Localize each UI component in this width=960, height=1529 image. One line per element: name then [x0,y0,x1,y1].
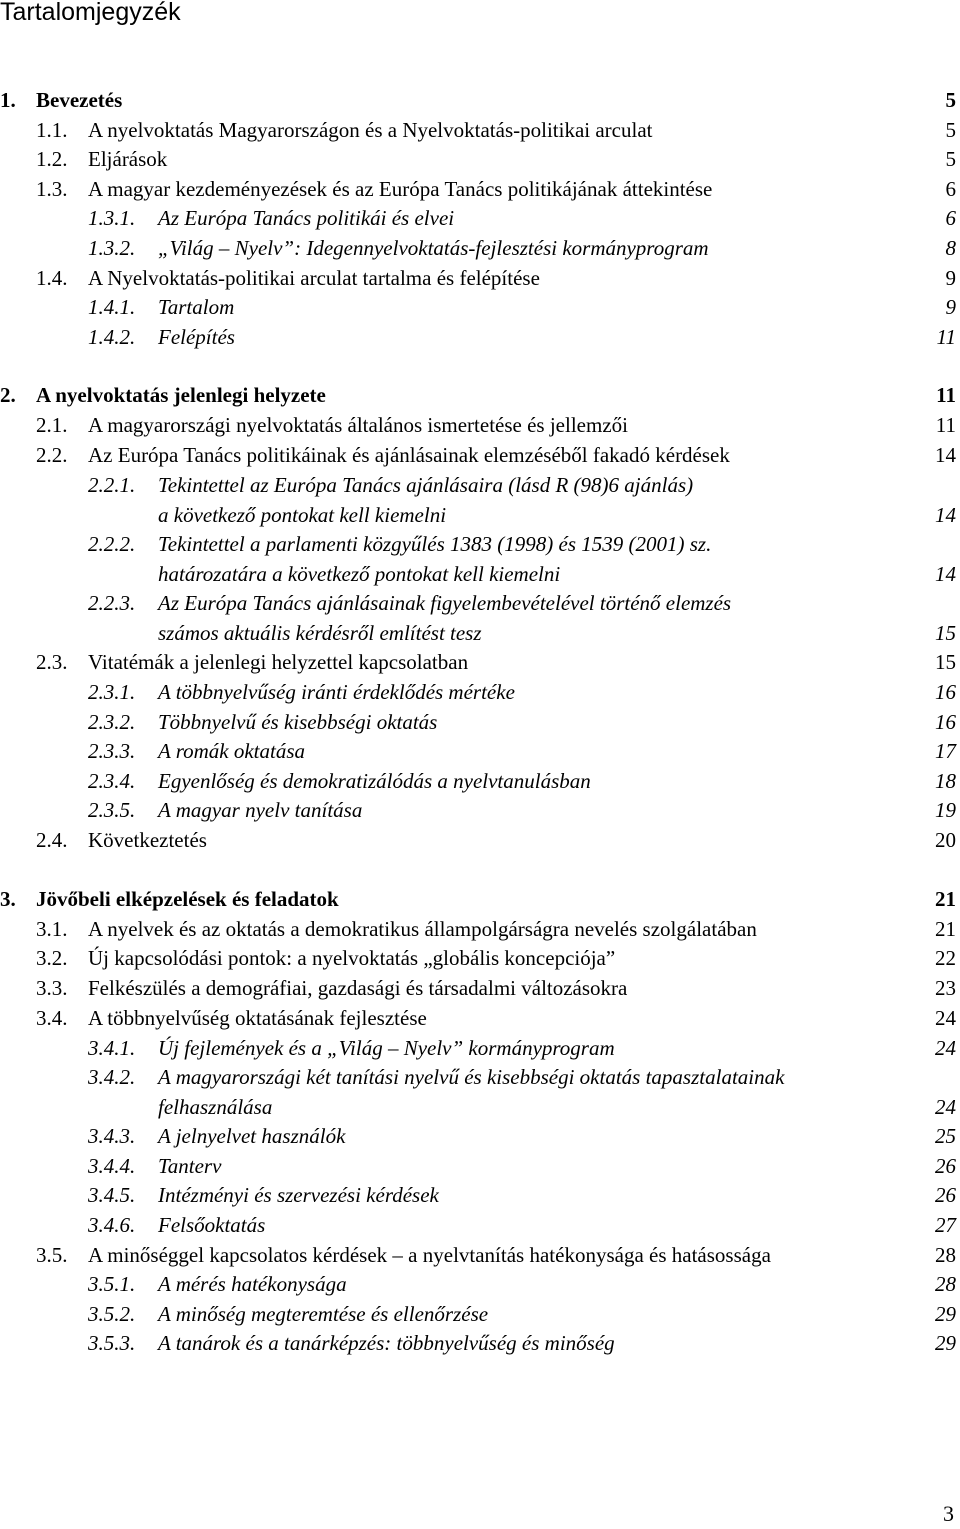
toc-entry[interactable] [0,1211,956,1239]
toc-page: 19 [935,798,956,822]
toc-title: A magyar nyelv tanítása [158,798,363,822]
toc-entry[interactable] [0,530,956,558]
toc-title: A Nyelvoktatás-politikai arculat tartalma és felépítése [88,266,540,290]
toc-entry[interactable] [0,1241,956,1269]
toc-number: 3.5.1. [88,1272,136,1296]
toc-page: 16 [935,680,956,704]
toc-page: 25 [935,1124,956,1148]
toc-number: 1.3.1. [88,206,136,230]
toc-number: 2.2.1. [88,473,136,497]
toc-title-continuation: határozatára a következő pontokat kell kiemelni [158,562,561,586]
toc-entry[interactable] [0,1063,956,1091]
toc-title: Eljárások [88,147,168,171]
toc-title: A mérés hatékonysága [158,1272,347,1296]
toc-page: 16 [935,710,956,734]
toc-number: 2.2.3. [88,591,136,615]
toc-title: Felkészülés a demográfiai, gazdasági és társadalmi változásokra [88,976,628,1000]
toc-entry[interactable] [0,264,956,292]
toc-entry[interactable] [0,471,956,499]
toc-page: 5 [945,88,956,112]
toc-page: 14 [935,503,956,527]
toc-page: 15 [935,650,956,674]
toc-number: 2.3.1. [88,680,136,704]
toc-page: 5 [945,147,956,171]
toc-entry[interactable] [0,116,956,144]
toc-number: 1.2. [36,147,68,171]
toc-number: 3.2. [36,946,68,970]
toc-entry[interactable] [0,796,956,824]
toc-page: 23 [935,976,956,1000]
toc-entry[interactable] [0,1152,956,1180]
toc-title: Többnyelvű és kisebbségi oktatás [158,710,438,734]
toc-title: A nyelvoktatás Magyarországon és a Nyelvoktatás-politikai arculat [88,118,653,142]
toc-title: Új fejlemények és a „Világ – Nyelv” kormányprogram [158,1036,615,1060]
toc-number: 3.5.2. [88,1302,136,1326]
toc-page: 29 [935,1331,956,1355]
toc-number: 2.3.2. [88,710,136,734]
toc-title: A magyarországi nyelvoktatás általános ismertetése és jellemzői [88,413,628,437]
toc-page: 5 [945,118,956,142]
toc-entry[interactable] [0,648,956,676]
toc-page: 24 [935,1006,956,1030]
toc-number: 3.4.2. [88,1065,136,1089]
toc-page: 9 [945,295,956,319]
toc-page: 22 [935,946,956,970]
toc-number: 2. [0,383,16,407]
toc-entry-continuation[interactable] [0,1093,956,1121]
toc-title: Az Európa Tanács politikái és elvei [158,206,455,230]
toc-page: 28 [935,1272,956,1296]
toc-title: A tanárok és a tanárképzés: többnyelvűség és minőség [158,1331,615,1355]
toc-page: 14 [935,443,956,467]
toc-title: Felsőoktatás [158,1213,266,1237]
toc-entry[interactable] [0,589,956,617]
toc-title: Az Európa Tanács politikáinak és ajánlásainak elemzéséből fakadó kérdések [88,443,730,467]
toc-entry[interactable] [0,145,956,173]
toc-title: A magyarországi két tanítási nyelvű és kisebbségi oktatás tapasztalatainak [158,1065,785,1089]
toc-entry[interactable] [0,974,956,1002]
toc-entry[interactable] [0,1300,956,1328]
toc-page: 21 [935,887,956,911]
toc-entry-continuation[interactable] [0,619,956,647]
toc-title: Tartalom [158,295,235,319]
toc-number: 3.5.3. [88,1331,136,1355]
toc-title: A többnyelvűség iránti érdeklődés mértéke [158,680,515,704]
toc-number: 1.3.2. [88,236,136,260]
toc-number: 3.4.6. [88,1213,136,1237]
toc-page: 26 [935,1154,956,1178]
toc-page: 14 [935,562,956,586]
toc-entry[interactable] [0,737,956,765]
toc-title: Tekintettel az Európa Tanács ajánlásaira (lásd R (98)6 ajánlás) [158,473,694,497]
toc-number: 2.1. [36,413,68,437]
toc-entry[interactable] [0,1034,956,1062]
toc-entry-continuation[interactable] [0,560,956,588]
toc-number: 3.3. [36,976,68,1000]
toc-number: 2.3.4. [88,769,136,793]
toc-entry-continuation[interactable] [0,501,956,529]
toc-title: Az Európa Tanács ajánlásainak figyelembevételével történő elemzés [158,591,732,615]
toc-entry[interactable] [0,323,956,351]
toc-title-continuation: a következő pontokat kell kiemelni [158,503,447,527]
toc-entry[interactable] [0,1122,956,1150]
toc-entry[interactable] [0,915,956,943]
toc-number: 2.3.3. [88,739,136,763]
toc-entry[interactable] [0,1004,956,1032]
toc-title: A magyar kezdeményezések és az Európa Tanács politikájának áttekintése [88,177,713,201]
toc-page: 8 [945,236,956,260]
toc-entry[interactable] [0,381,956,409]
page-title: Tartalomjegyzék [0,0,181,26]
toc-title: A minőséggel kapcsolatos kérdések – a nyelvtanítás hatékonysága és hatásossága [88,1243,771,1267]
toc-title: Új kapcsolódási pontok: a nyelvoktatás „globális koncepciója” [88,946,616,970]
toc-entry[interactable] [0,175,956,203]
toc-page: 20 [935,828,956,852]
toc-page: 17 [935,739,956,763]
toc-page: 26 [935,1183,956,1207]
toc-number: 3.4.3. [88,1124,136,1148]
toc-number: 2.3.5. [88,798,136,822]
toc-title: A minőség megteremtése és ellenőrzése [158,1302,489,1326]
toc-entry[interactable] [0,441,956,469]
toc-title: A jelnyelvet használók [158,1124,346,1148]
page-number: 3 [943,1501,954,1526]
toc-page: 27 [935,1213,956,1237]
toc-number: 3.5. [36,1243,68,1267]
toc-entry[interactable] [0,411,956,439]
toc-title: A nyelvoktatás jelenlegi helyzete [36,383,326,407]
toc-page: 11 [936,383,956,407]
toc-number: 1.4.1. [88,295,136,319]
toc-entry[interactable] [0,708,956,736]
toc-title: A nyelvek és az oktatás a demokratikus állampolgárságra nevelés szolgálatában [88,917,757,941]
toc-title: Következtetés [88,828,207,852]
toc-title: Vitatémák a jelenlegi helyzettel kapcsolatban [88,650,469,674]
toc-title: Egyenlőség és demokratizálódás a nyelvtanulásban [158,769,591,793]
toc-title-continuation: számos aktuális kérdésről említést tesz [158,621,482,645]
toc-entry[interactable] [0,767,956,795]
toc-page: 21 [935,917,956,941]
toc-number: 1.4.2. [88,325,136,349]
toc-entry[interactable] [0,1329,956,1357]
toc-number: 3.4.1. [88,1036,136,1060]
toc-title: Jövőbeli elképzelések és feladatok [36,887,339,911]
toc-page: 11 [936,325,956,349]
toc-title: Bevezetés [36,88,123,112]
toc-number: 3.1. [36,917,68,941]
toc-number: 1.4. [36,266,68,290]
toc-number: 2.4. [36,828,68,852]
toc-number: 2.2.2. [88,532,136,556]
toc-number: 2.3. [36,650,68,674]
toc-entry[interactable] [0,826,956,854]
toc-number: 3. [0,887,16,911]
toc-title: A romák oktatása [158,739,305,763]
toc-page: 29 [935,1302,956,1326]
toc-entry[interactable] [0,293,956,321]
toc-page: 24 [935,1095,956,1119]
toc-number: 3.4.4. [88,1154,136,1178]
toc-number: 2.2. [36,443,68,467]
toc-number: 1.3. [36,177,68,201]
toc-entry[interactable] [0,885,956,913]
toc-entry[interactable] [0,678,956,706]
toc-page: 6 [945,177,956,201]
toc-page: 24 [935,1036,956,1060]
toc-page: 9 [945,266,956,290]
toc-title: A többnyelvűség oktatásának fejlesztése [88,1006,427,1030]
toc-page: 15 [935,621,956,645]
toc-entry[interactable] [0,944,956,972]
toc-title: „Világ – Nyelv”: Idegennyelvoktatás-fejlesztési kormányprogram [158,236,709,260]
toc-number: 1. [0,88,16,112]
toc-number: 3.4. [36,1006,68,1030]
toc-title: Tanterv [158,1154,222,1178]
toc-entry[interactable] [0,1270,956,1298]
toc-entry[interactable] [0,204,956,232]
toc-entry[interactable] [0,1181,956,1209]
toc-entry[interactable] [0,234,956,262]
toc-title: Intézményi és szervezési kérdések [158,1183,439,1207]
toc-page: 28 [935,1243,956,1267]
toc-entry[interactable] [0,86,956,114]
toc-page: 6 [945,206,956,230]
toc-number: 3.4.5. [88,1183,136,1207]
toc-title-continuation: felhasználása [158,1095,273,1119]
toc-page: 18 [935,769,956,793]
toc-title: Tekintettel a parlamenti közgyűlés 1383 (1998) és 1539 (2001) sz. [158,532,712,556]
toc-title: Felépítés [158,325,235,349]
toc-number: 1.1. [36,118,68,142]
toc-page: 11 [935,413,956,437]
